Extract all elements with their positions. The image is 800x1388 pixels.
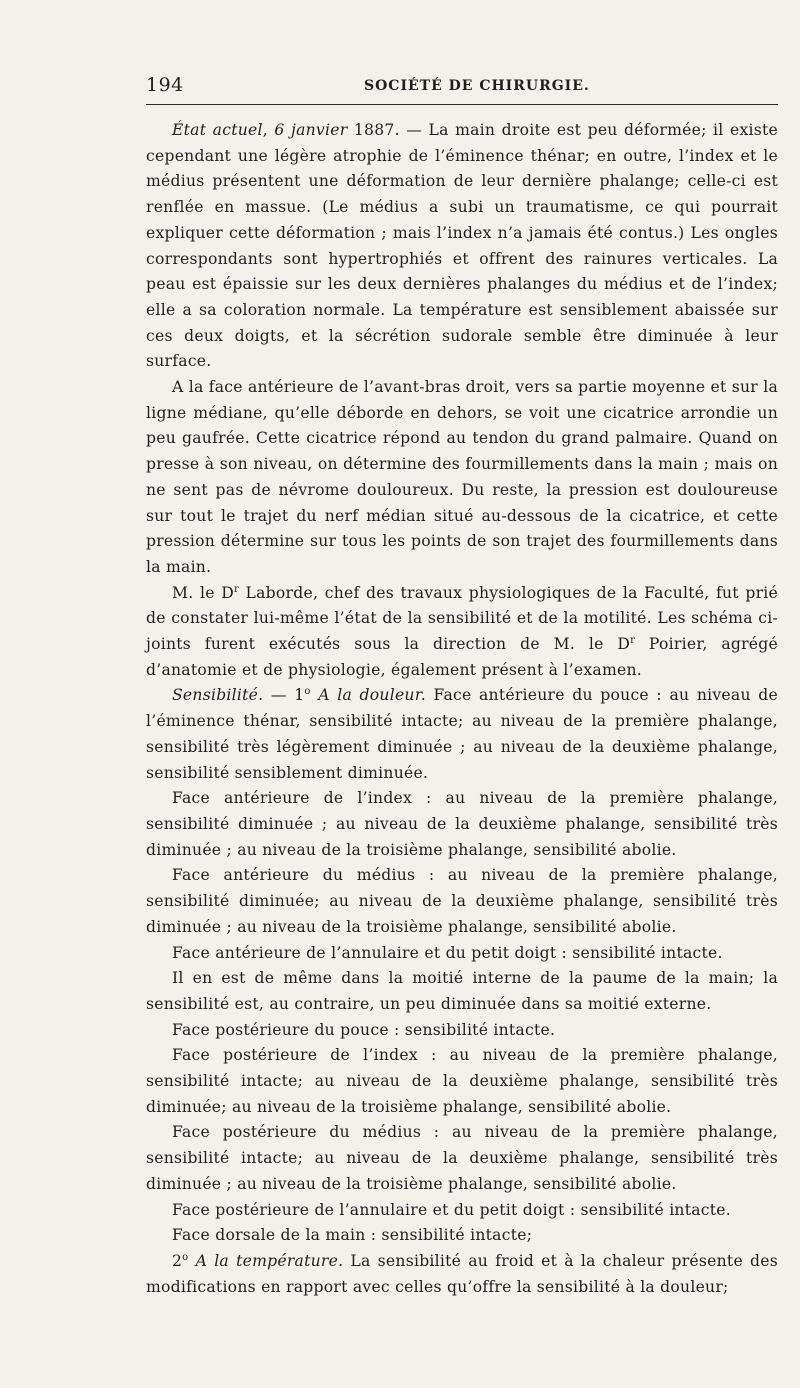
- paragraph-index-posterieure: Face postérieure de l’index : au niveau de la première phalange, sensibilité intacte; au niveau de la deuxième phalange, sensibilité très diminuée; au niveau de la troisième phalange, sensibilité abolie.: [146, 1046, 778, 1116]
- paragraph-laborde: [146, 581, 778, 684]
- subsection-label: A la douleur.: [310, 686, 426, 705]
- page-number: 194: [146, 74, 184, 96]
- paragraph-annulaire-anterieure: Face antérieure de l’annulaire et du petit doigt : sensibilité intacte.: [172, 943, 723, 962]
- paragraph-sensibilite: [146, 683, 778, 786]
- paragraph-medius-anterieure: Face antérieure du médius : au niveau de la première phalange, sensibilité diminuée; au niveau de la deuxième phalange, sensibilité très diminuée ; au niveau de la troisième phalange, sensibilité abolie.: [146, 866, 778, 936]
- text-run: La sensibilité au froid et à la chaleur présente des modifications en rapport avec celles qu’offre la sensibilité à la douleur;: [146, 1251, 778, 1296]
- lead-label: État actuel: [172, 121, 263, 139]
- body-text: [146, 118, 778, 1300]
- paragraph-annulaire-posterieure: Face postérieure de l’annulaire et du petit doigt : sensibilité intacte.: [172, 1200, 731, 1219]
- paragraph-text: 1887. — La main droite est peu déformée; il existe cependant une légère atrophie de l’éminence thénar; en outre, l’index et le médius présentent une déformation de leur dernière phalange; celle-ci est renflée en massue. (Le médius a subi un traumatisme, ce qui pourrait expliquer cette déformation ; mais l’index n’a jamais été contus.) Les ongles correspondants sont hypertrophiés et offrent des rainures verticales. La peau est épaissie sur les deux dernières phalanges du médius et de l’index; elle a sa coloration normale. La température est sensiblement abaissée sur ces deux doigts, et la sécrétion sudorale semble être diminuée à leur surface.: [146, 121, 778, 371]
- superscript: r: [630, 635, 636, 647]
- paragraph-medius-posterieure: Face postérieure du médius : au niveau de la première phalange, sensibilité intacte; au niveau de la deuxième phalange, sensibilité très diminuée ; au niveau de la troisième phalange, sensibilité abolie.: [146, 1123, 778, 1193]
- text-run: Laborde, chef des travaux physiologiques de la Faculté, fut prié de constater lui-même l’état de la sensibilité et de la motilité. Les schéma ci-joints furent exécutés sous la direction de M. le D: [146, 583, 778, 654]
- text-run: — 1: [263, 686, 305, 705]
- paragraph-index-anterieure: Face antérieure de l’index : au niveau de la première phalange, sensibilité diminuée ; au niveau de la deuxième phalange, sensibilité très diminuée ; au niveau de la troisième phalange, sensibilité abolie.: [146, 789, 778, 859]
- text-run: 2: [172, 1251, 183, 1270]
- section-label: Sensibilité.: [172, 686, 264, 705]
- lead-sep: ,: [262, 121, 275, 139]
- paragraph-face-dorsale: Face dorsale de la main : sensibilité intacte;: [172, 1226, 533, 1245]
- paragraph-pouce-posterieure: Face postérieure du pouce : sensibilité intacte.: [172, 1020, 556, 1039]
- text-run: Poirier, agrégé d’anatomie et de physiologie, également présent à l’examen.: [146, 635, 778, 679]
- paragraph-temperature: [146, 1249, 778, 1300]
- superscript: o: [304, 686, 311, 698]
- paragraph-cicatrice: A la face antérieure de l’avant-bras droit, vers sa partie moyenne et sur la ligne médiane, qu’elle déborde en dehors, se voit une cicatrice arrondie un peu gaufrée. Cette cicatrice répond au tendon du grand palmaire. Quand on presse à son niveau, on détermine des fourmillements dans la main ; mais on ne sent pas de névrome douloureux. Du reste, la pression est douloureuse sur tout le trajet du nerf médian situé au-dessous de la cicatrice, et cette pression détermine sur tous les points de son trajet des fourmillements dans la main.: [146, 378, 778, 576]
- lead-date: 6 janvier: [274, 121, 348, 139]
- text-run: M. le D: [172, 583, 234, 602]
- subsection-label: A la température.: [188, 1251, 344, 1270]
- superscript: o: [182, 1251, 189, 1263]
- journal-title: SOCIÉTÉ DE CHIRURGIE.: [364, 78, 590, 94]
- running-head: [146, 74, 778, 100]
- paragraph-paume: Il en est de même dans la moitié interne de la paume de la main; la sensibilité est, au contraire, un peu diminuée dans sa moitié externe.: [146, 969, 778, 1013]
- header-rule: [146, 104, 778, 105]
- superscript: r: [233, 583, 239, 595]
- text-run: Face antérieure du pouce : au niveau de l’éminence thénar, sensibilité intacte; au niveau de la première phalange, sensibilité très légèrement diminuée ; au niveau de la deuxième phalange, sensibilité sensiblement diminuée.: [146, 686, 778, 782]
- paragraph-etat-actuel: [146, 118, 778, 375]
